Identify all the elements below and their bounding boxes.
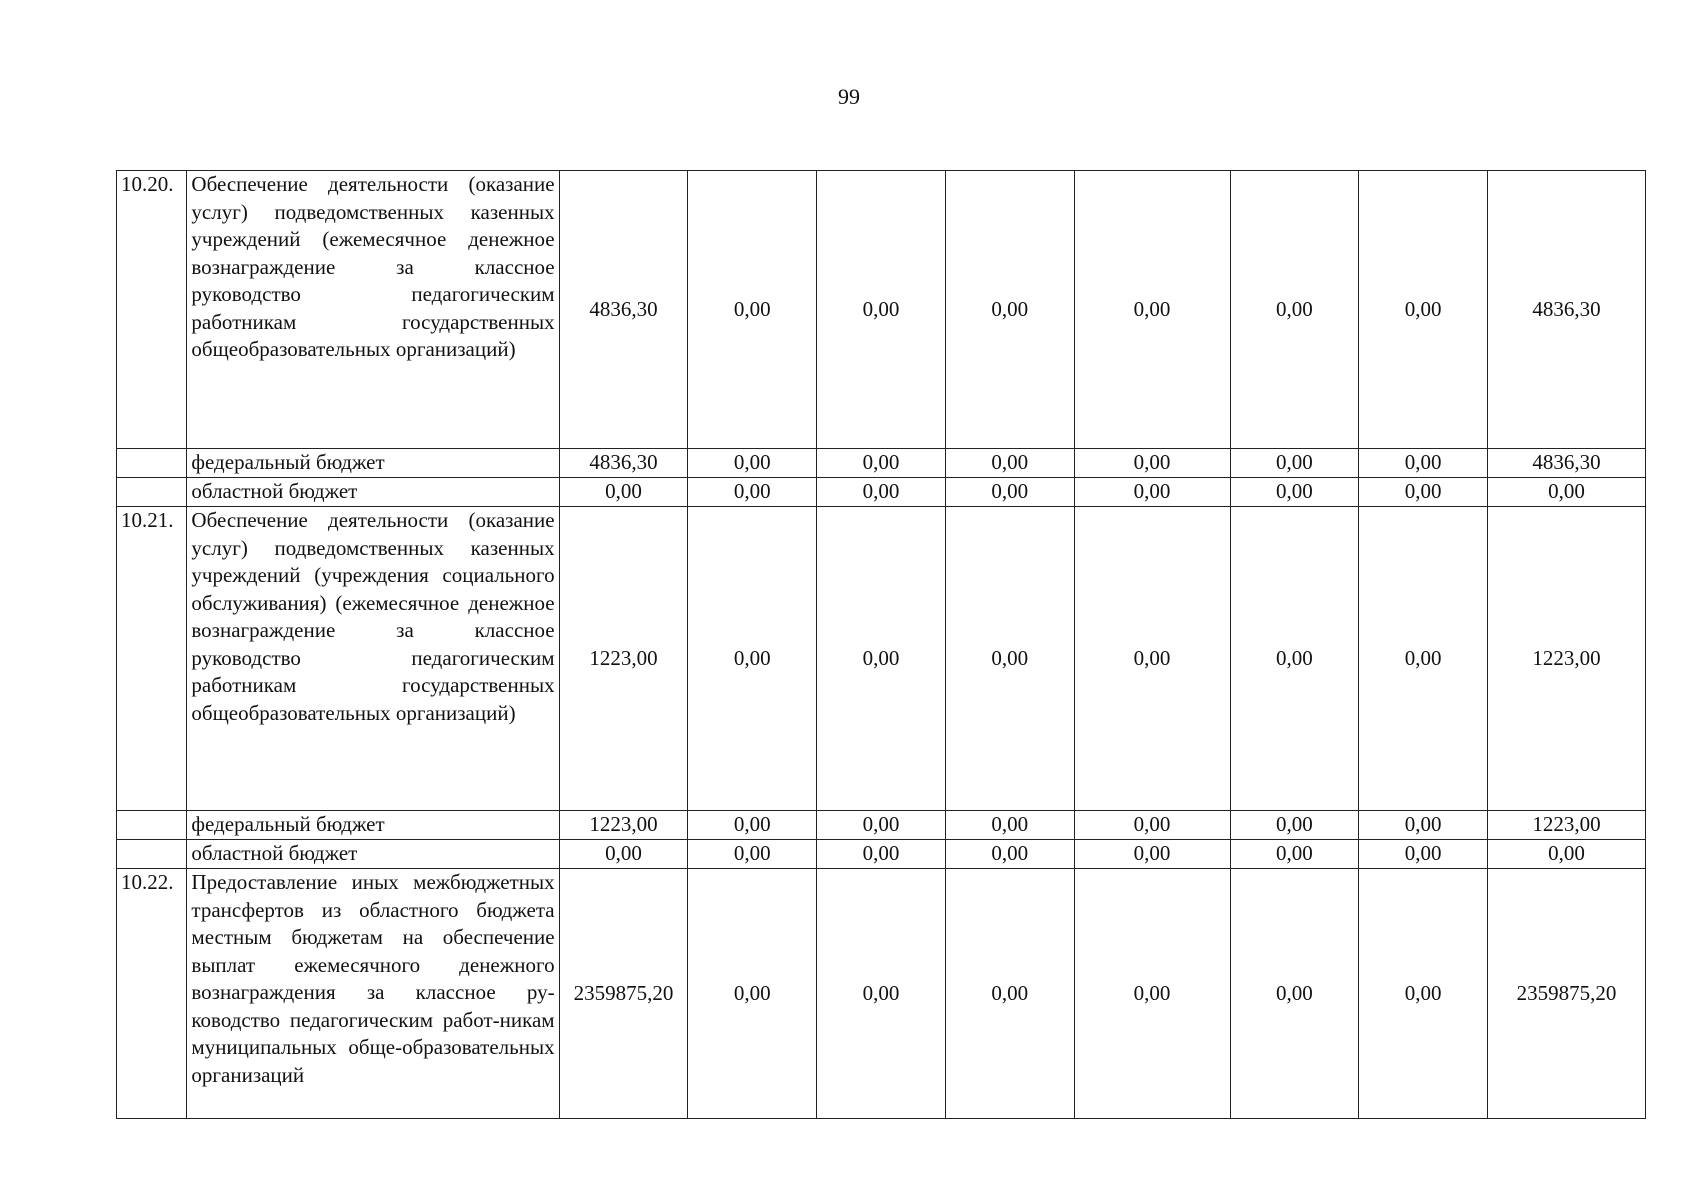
- table-row: [117, 478, 1646, 507]
- value-cell: 0,00: [945, 449, 1074, 478]
- value-cell: 0,00: [945, 840, 1074, 869]
- row-description-cell: Обеспечение деятельности (оказание услуг) подведомственных казенных учреждений (учреждения социального обслуживания) (ежемесячное денежное вознаграждение за классное руководство педагогическим работникам государственных общеобразовательных организаций): [187, 507, 559, 811]
- value-cell: 4836,30: [1488, 449, 1646, 478]
- value-cell: 0,00: [1074, 811, 1230, 840]
- value-cell: 0,00: [1359, 478, 1488, 507]
- value-cell: 0,00: [1074, 449, 1230, 478]
- value-cell: 0,00: [1359, 869, 1488, 1119]
- row-description-cell: Обеспечение деятельности (оказание услуг) подведомственных казенных учреждений (ежемесячное денежное вознаграждение за классное руководство педагогическим работникам государственных общеобразовательных организаций): [187, 171, 559, 449]
- value-cell: 0,00: [817, 507, 946, 811]
- value-cell: 0,00: [945, 478, 1074, 507]
- value-cell: 0,00: [1074, 478, 1230, 507]
- row-number-cell: [117, 478, 187, 507]
- value-cell: 0,00: [817, 869, 946, 1119]
- value-cell: 0,00: [1230, 171, 1359, 449]
- value-cell: 0,00: [817, 478, 946, 507]
- table-row: [117, 449, 1646, 478]
- value-cell: 0,00: [817, 171, 946, 449]
- value-cell: 1223,00: [559, 811, 688, 840]
- value-cell: 0,00: [1074, 507, 1230, 811]
- value-cell: 0,00: [1359, 507, 1488, 811]
- value-cell: 0,00: [559, 840, 688, 869]
- table-body: [117, 171, 1646, 1119]
- row-number-cell: 10.20.: [117, 171, 187, 449]
- value-cell: 0,00: [1074, 869, 1230, 1119]
- table-row: [117, 811, 1646, 840]
- table-row: [117, 840, 1646, 869]
- value-cell: 0,00: [1359, 811, 1488, 840]
- value-cell: 4836,30: [1488, 171, 1646, 449]
- value-cell: 1223,00: [1488, 811, 1646, 840]
- value-cell: 0,00: [1230, 507, 1359, 811]
- row-description-cell: областной бюджет: [187, 478, 559, 507]
- value-cell: 1223,00: [1488, 507, 1646, 811]
- row-number-cell: [117, 811, 187, 840]
- row-number-cell: [117, 840, 187, 869]
- value-cell: 2359875,20: [1488, 869, 1646, 1119]
- value-cell: 0,00: [945, 507, 1074, 811]
- value-cell: 4836,30: [559, 171, 688, 449]
- value-cell: 0,00: [817, 449, 946, 478]
- value-cell: 4836,30: [559, 449, 688, 478]
- value-cell: 0,00: [688, 507, 817, 811]
- table-row: [117, 171, 1646, 449]
- table-row: [117, 507, 1646, 811]
- value-cell: 0,00: [817, 840, 946, 869]
- row-description-cell: федеральный бюджет: [187, 811, 559, 840]
- value-cell: 0,00: [1074, 171, 1230, 449]
- value-cell: 0,00: [817, 811, 946, 840]
- value-cell: 0,00: [1488, 840, 1646, 869]
- value-cell: 0,00: [1230, 811, 1359, 840]
- value-cell: 0,00: [688, 449, 817, 478]
- value-cell: 0,00: [1359, 449, 1488, 478]
- value-cell: 0,00: [688, 478, 817, 507]
- row-description-cell: федеральный бюджет: [187, 449, 559, 478]
- value-cell: 0,00: [1488, 478, 1646, 507]
- value-cell: 0,00: [945, 811, 1074, 840]
- row-number-cell: 10.22.: [117, 869, 187, 1119]
- row-number-cell: 10.21.: [117, 507, 187, 811]
- row-description-cell: Предоставление иных межбюджетных трансфертов из областного бюджета местным бюджетам на обеспечение выплат ежемесячного денежного вознаграждения за классное ру-ководство педагогическим работ-никам муниципальных обще-образовательных организаций: [187, 869, 559, 1119]
- value-cell: 1223,00: [559, 507, 688, 811]
- value-cell: 0,00: [688, 869, 817, 1119]
- value-cell: 0,00: [1230, 478, 1359, 507]
- value-cell: 0,00: [1230, 840, 1359, 869]
- value-cell: 0,00: [688, 171, 817, 449]
- value-cell: 0,00: [1074, 840, 1230, 869]
- value-cell: 0,00: [1230, 449, 1359, 478]
- value-cell: 2359875,20: [559, 869, 688, 1119]
- value-cell: 0,00: [1359, 171, 1488, 449]
- value-cell: 0,00: [559, 478, 688, 507]
- value-cell: 0,00: [945, 869, 1074, 1119]
- page-number: 99: [838, 84, 860, 109]
- row-number-cell: [117, 449, 187, 478]
- value-cell: 0,00: [945, 171, 1074, 449]
- table-row: [117, 869, 1646, 1119]
- budget-table: [116, 170, 1646, 1119]
- value-cell: 0,00: [688, 840, 817, 869]
- value-cell: 0,00: [688, 811, 817, 840]
- value-cell: 0,00: [1230, 869, 1359, 1119]
- row-description-cell: областной бюджет: [187, 840, 559, 869]
- value-cell: 0,00: [1359, 840, 1488, 869]
